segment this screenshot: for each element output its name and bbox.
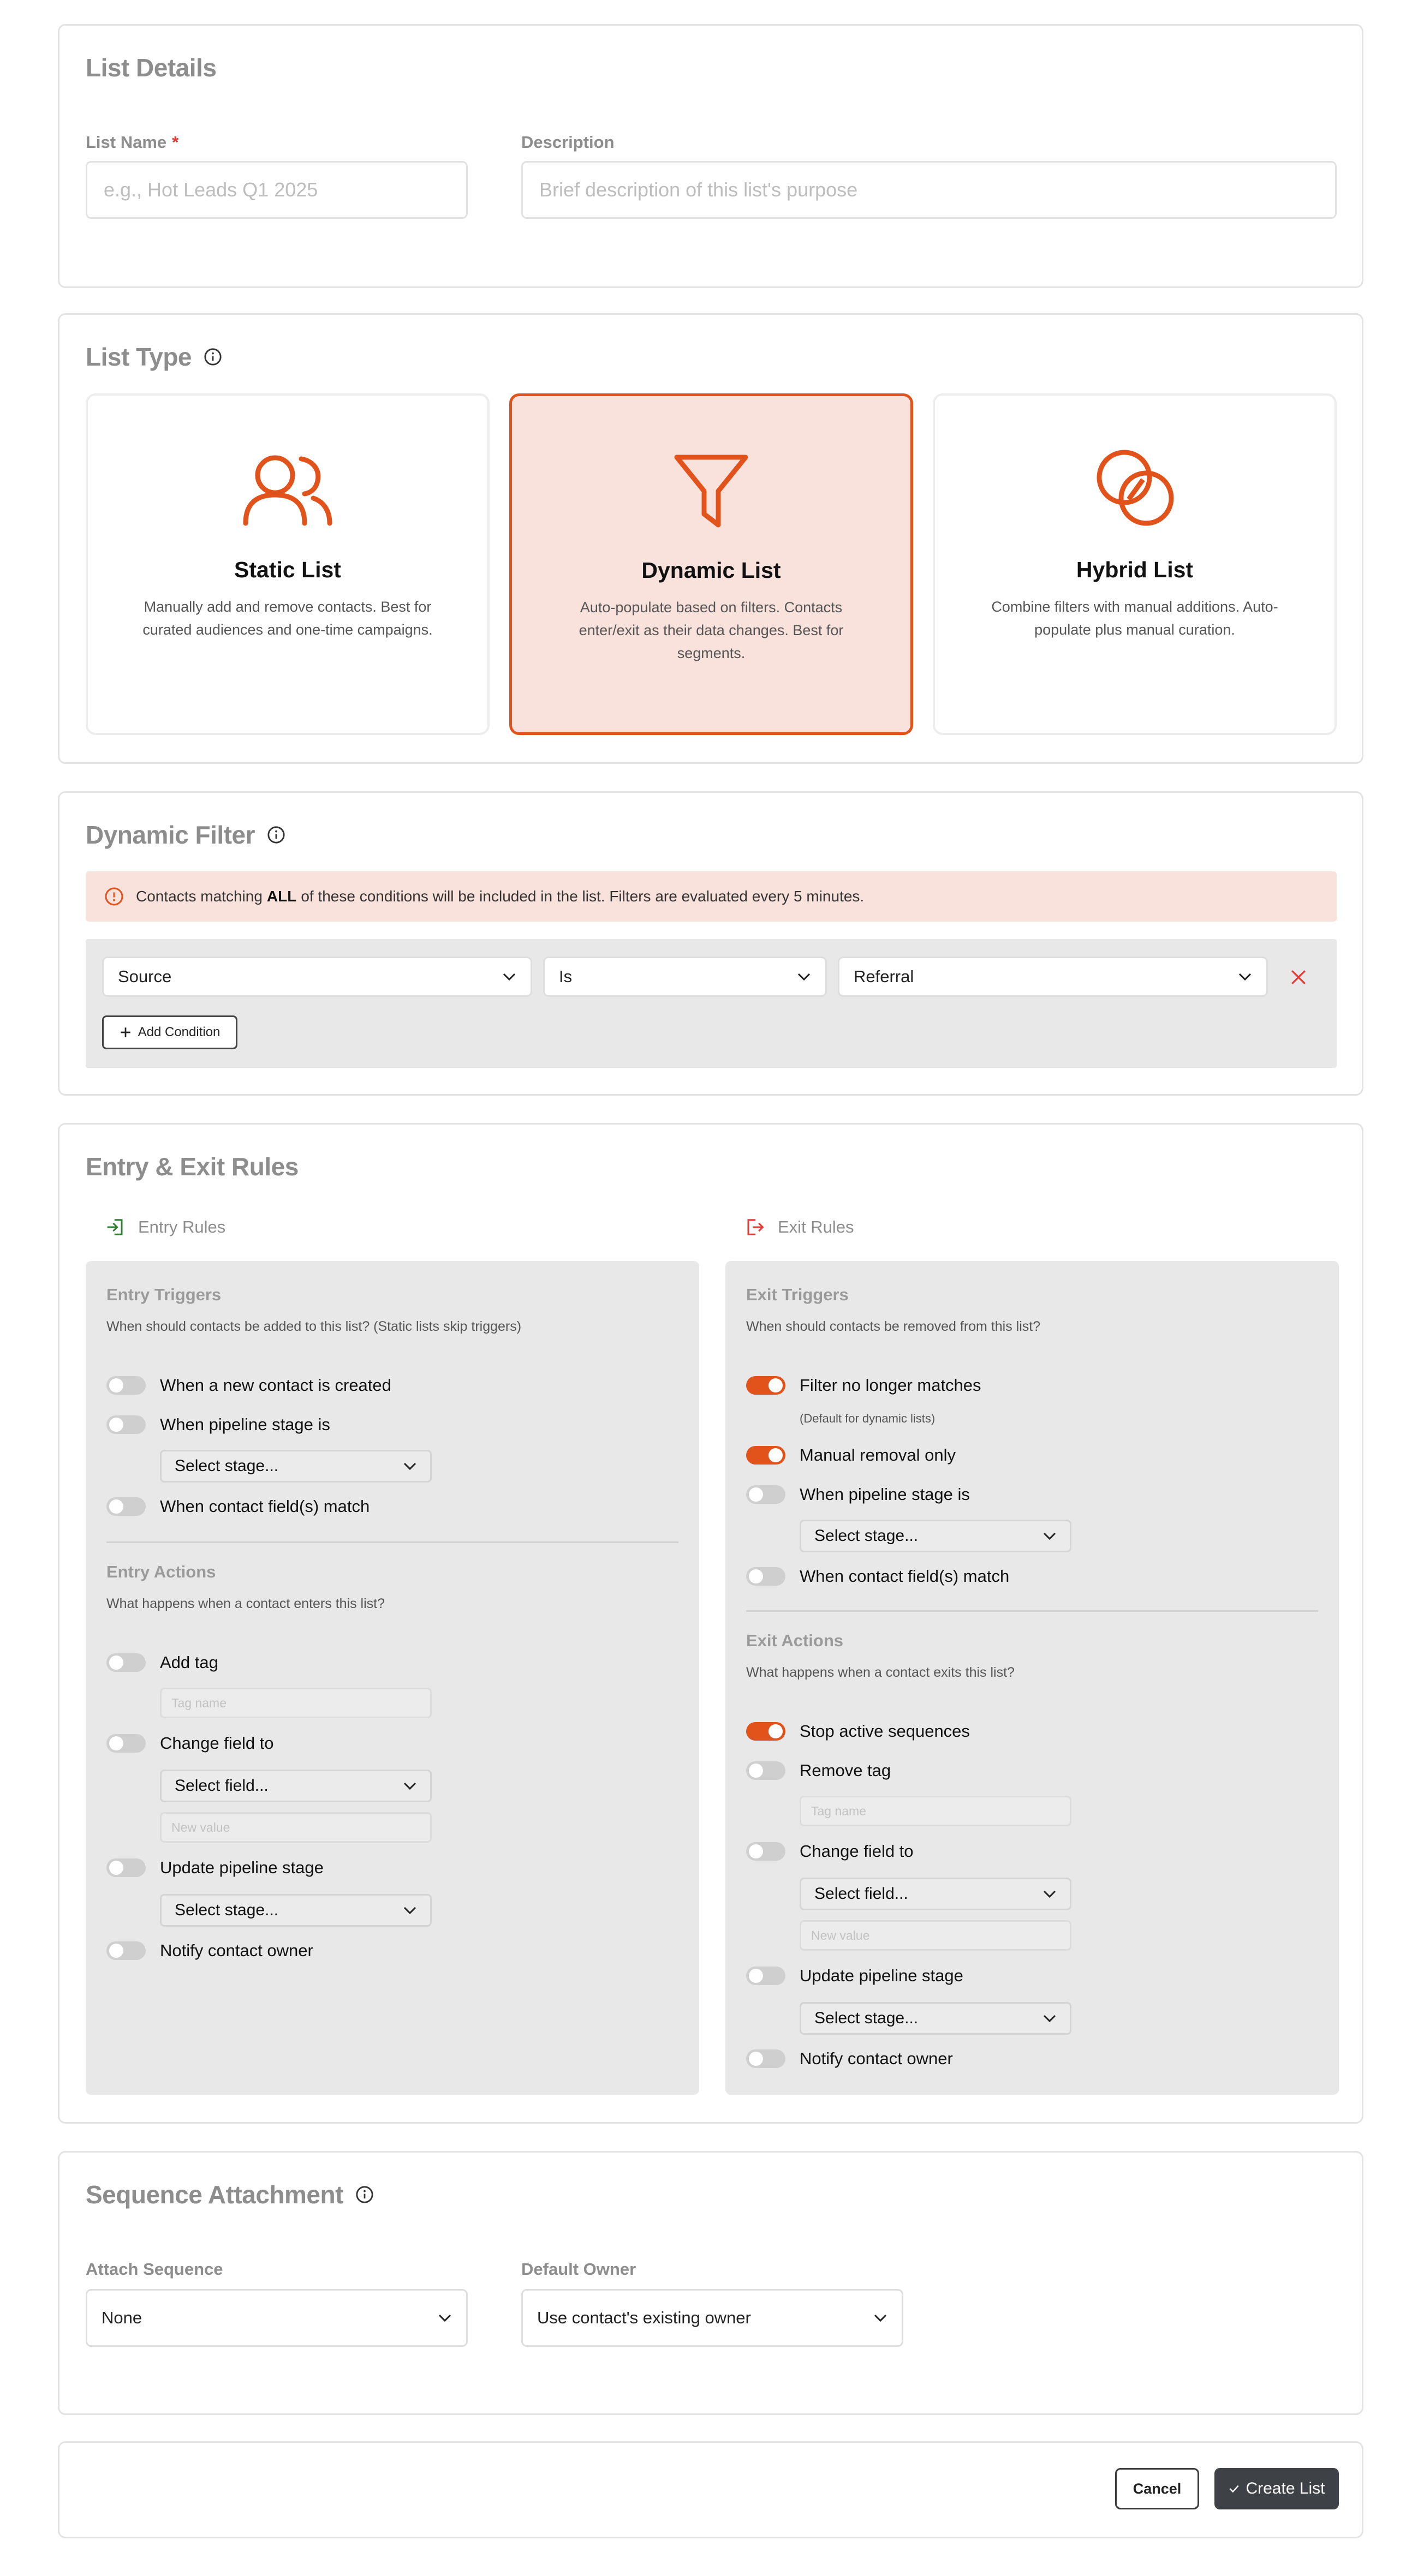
- toggle-switch[interactable]: [106, 1734, 146, 1753]
- toggle-switch[interactable]: [106, 1653, 146, 1672]
- filter-conditions: [86, 939, 1337, 1068]
- exit-action-change-field: Change field to: [746, 1842, 914, 1861]
- exit-stage-select[interactable]: Select stage...: [800, 1520, 1071, 1552]
- exit-tag-input[interactable]: Tag name: [800, 1796, 1071, 1826]
- entry-action-change-field: Change field to: [106, 1734, 274, 1753]
- alert-bold: ALL: [266, 888, 297, 905]
- list-details-title: List Details: [86, 53, 217, 82]
- attach-sequence-label: Attach Sequence: [86, 2260, 223, 2279]
- entry-exit-title: Entry & Exit Rules: [86, 1152, 299, 1181]
- plus-icon: [120, 1026, 132, 1038]
- chevron-down-icon: [502, 972, 516, 981]
- condition-operator-select[interactable]: Is: [543, 957, 827, 997]
- chevron-down-icon: [403, 1462, 417, 1471]
- add-condition-button[interactable]: Add Condition: [102, 1015, 237, 1049]
- default-owner-label: Default Owner: [521, 2260, 636, 2279]
- entry-value-input[interactable]: New value: [160, 1812, 432, 1843]
- default-owner-select[interactable]: Use contact's existing owner: [521, 2289, 903, 2347]
- entry-rules-panel: [86, 1261, 699, 2095]
- toggle-switch[interactable]: [106, 1497, 146, 1516]
- toggle-switch[interactable]: [746, 2049, 785, 2068]
- chevron-down-icon: [1042, 1532, 1057, 1540]
- list-name-label: List Name *: [86, 133, 179, 152]
- exit-field-select[interactable]: Select field...: [800, 1878, 1071, 1910]
- cancel-button[interactable]: Cancel: [1115, 2468, 1199, 2509]
- exit-trigger-filter-mismatch: Filter no longer matches: [746, 1376, 981, 1395]
- toggle-switch[interactable]: [746, 1376, 785, 1395]
- section-divider: [106, 1541, 678, 1543]
- exit-action-notify-owner: Notify contact owner: [746, 2049, 953, 2069]
- exit-stage-select-2[interactable]: Select stage...: [800, 2002, 1071, 2035]
- sign-in-icon: [105, 1217, 125, 1237]
- chevron-down-icon: [403, 1906, 417, 1915]
- attach-sequence-select[interactable]: None: [86, 2289, 468, 2347]
- toggle-switch[interactable]: [746, 1567, 785, 1586]
- dynamic-list-description: Auto-populate based on filters. Contacts enter/exit as their data changes. Best for segments.: [579, 599, 844, 661]
- static-list-description: Manually add and remove contacts. Best for curated audiences and one-time campaigns.: [142, 599, 433, 638]
- dynamic-list-option[interactable]: [509, 393, 913, 735]
- description-label: Description: [521, 133, 615, 152]
- chevron-down-icon: [1238, 972, 1252, 981]
- entry-actions-subtitle: What happens when a contact enters this list?: [106, 1596, 385, 1611]
- exit-trigger-pipeline-stage: When pipeline stage is: [746, 1485, 970, 1504]
- entry-trigger-field-match: When contact field(s) match: [106, 1497, 370, 1516]
- exit-value-input[interactable]: New value: [800, 1920, 1071, 1951]
- entry-tag-input[interactable]: Tag name: [160, 1688, 432, 1718]
- toggle-switch[interactable]: [106, 1376, 146, 1395]
- entry-actions-title: Entry Actions: [106, 1562, 216, 1581]
- dynamic-filter-title: Dynamic Filter: [86, 820, 285, 850]
- create-list-button[interactable]: Create List: [1214, 2468, 1339, 2509]
- list-type-title: List Type: [86, 342, 222, 372]
- exit-action-remove-tag: Remove tag: [746, 1761, 891, 1780]
- check-icon: [1228, 2483, 1240, 2495]
- static-list-option[interactable]: [86, 393, 490, 735]
- toggle-switch[interactable]: [746, 1446, 785, 1465]
- exit-triggers-title: Exit Triggers: [746, 1285, 849, 1304]
- entry-triggers-title: Entry Triggers: [106, 1285, 222, 1304]
- section-divider: [746, 1610, 1318, 1612]
- list-type-card: [58, 313, 1363, 764]
- toggle-switch[interactable]: [746, 1761, 785, 1780]
- alert-prefix: Contacts matching: [136, 888, 263, 905]
- entry-exit-card: [58, 1123, 1363, 2124]
- dynamic-filter-card: [58, 791, 1363, 1096]
- exit-action-stop-sequences: Stop active sequences: [746, 1722, 970, 1741]
- users-icon: [241, 448, 334, 530]
- sequence-attachment-card: [58, 2151, 1363, 2415]
- entry-field-select[interactable]: Select field...: [160, 1770, 432, 1802]
- hybrid-list-option[interactable]: [933, 393, 1337, 735]
- chevron-down-icon: [873, 2314, 887, 2322]
- sign-out-icon: [745, 1217, 765, 1237]
- chevron-down-icon: [1042, 2014, 1057, 2023]
- static-list-name: Static List: [234, 557, 341, 582]
- toggle-switch[interactable]: [746, 1842, 785, 1861]
- info-icon[interactable]: [355, 2185, 374, 2204]
- info-icon[interactable]: [267, 826, 285, 844]
- exit-actions-title: Exit Actions: [746, 1631, 843, 1650]
- toggle-switch[interactable]: [746, 1722, 785, 1741]
- sequence-title: Sequence Attachment: [86, 2180, 374, 2209]
- list-details-card: [58, 24, 1363, 288]
- required-mark: *: [172, 133, 179, 152]
- default-note: (Default for dynamic lists): [800, 1412, 936, 1425]
- toggle-switch[interactable]: [106, 1415, 146, 1434]
- hybrid-circles-icon: [1088, 448, 1181, 530]
- info-icon[interactable]: [204, 348, 222, 366]
- exit-trigger-field-match: When contact field(s) match: [746, 1567, 1009, 1586]
- list-name-input[interactable]: [86, 161, 468, 219]
- exit-triggers-subtitle: When should contacts be removed from this list?: [746, 1319, 1041, 1334]
- toggle-switch[interactable]: [746, 1485, 785, 1504]
- toggle-switch[interactable]: [746, 1967, 785, 1985]
- toggle-switch[interactable]: [106, 1941, 146, 1960]
- exit-trigger-manual-removal: Manual removal only: [746, 1445, 956, 1465]
- hybrid-list-name: Hybrid List: [1076, 557, 1194, 582]
- funnel-icon: [665, 449, 758, 530]
- entry-stage-select[interactable]: Select stage...: [160, 1450, 432, 1483]
- entry-rules-header: Entry Rules: [105, 1217, 225, 1237]
- chevron-down-icon: [797, 972, 811, 981]
- chevron-down-icon: [1042, 1890, 1057, 1898]
- filter-info-alert: [86, 871, 1337, 922]
- exit-action-update-stage: Update pipeline stage: [746, 1966, 963, 1986]
- form-actions-card: [58, 2441, 1363, 2538]
- condition-value-select[interactable]: Referral: [838, 957, 1268, 997]
- condition-field-select[interactable]: Source: [102, 957, 532, 997]
- remove-condition-icon[interactable]: [1290, 969, 1307, 986]
- exit-actions-subtitle: What happens when a contact exits this list?: [746, 1665, 1015, 1680]
- exit-rules-header: Exit Rules: [745, 1217, 854, 1237]
- alert-suffix: of these conditions will be included in the list. Filters are evaluated every 5 minutes.: [301, 888, 865, 905]
- entry-triggers-subtitle: When should contacts be added to this list? (Static lists skip triggers): [106, 1319, 522, 1334]
- dynamic-list-name: Dynamic List: [641, 558, 781, 583]
- toggle-switch[interactable]: [106, 1858, 146, 1877]
- hybrid-list-description: Combine filters with manual additions. Auto-populate plus manual curation.: [991, 599, 1278, 638]
- alert-info-icon: [104, 887, 124, 906]
- entry-trigger-pipeline-stage: When pipeline stage is: [106, 1415, 330, 1435]
- entry-stage-select-2[interactable]: Select stage...: [160, 1894, 432, 1927]
- exit-rules-panel: [725, 1261, 1339, 2095]
- entry-trigger-new-contact: When a new contact is created: [106, 1376, 391, 1395]
- chevron-down-icon: [438, 2314, 452, 2322]
- chevron-down-icon: [403, 1782, 417, 1790]
- entry-action-add-tag: Add tag: [106, 1653, 218, 1672]
- entry-action-notify-owner: Notify contact owner: [106, 1941, 313, 1961]
- entry-action-update-stage: Update pipeline stage: [106, 1858, 324, 1878]
- description-input[interactable]: [521, 161, 1337, 219]
